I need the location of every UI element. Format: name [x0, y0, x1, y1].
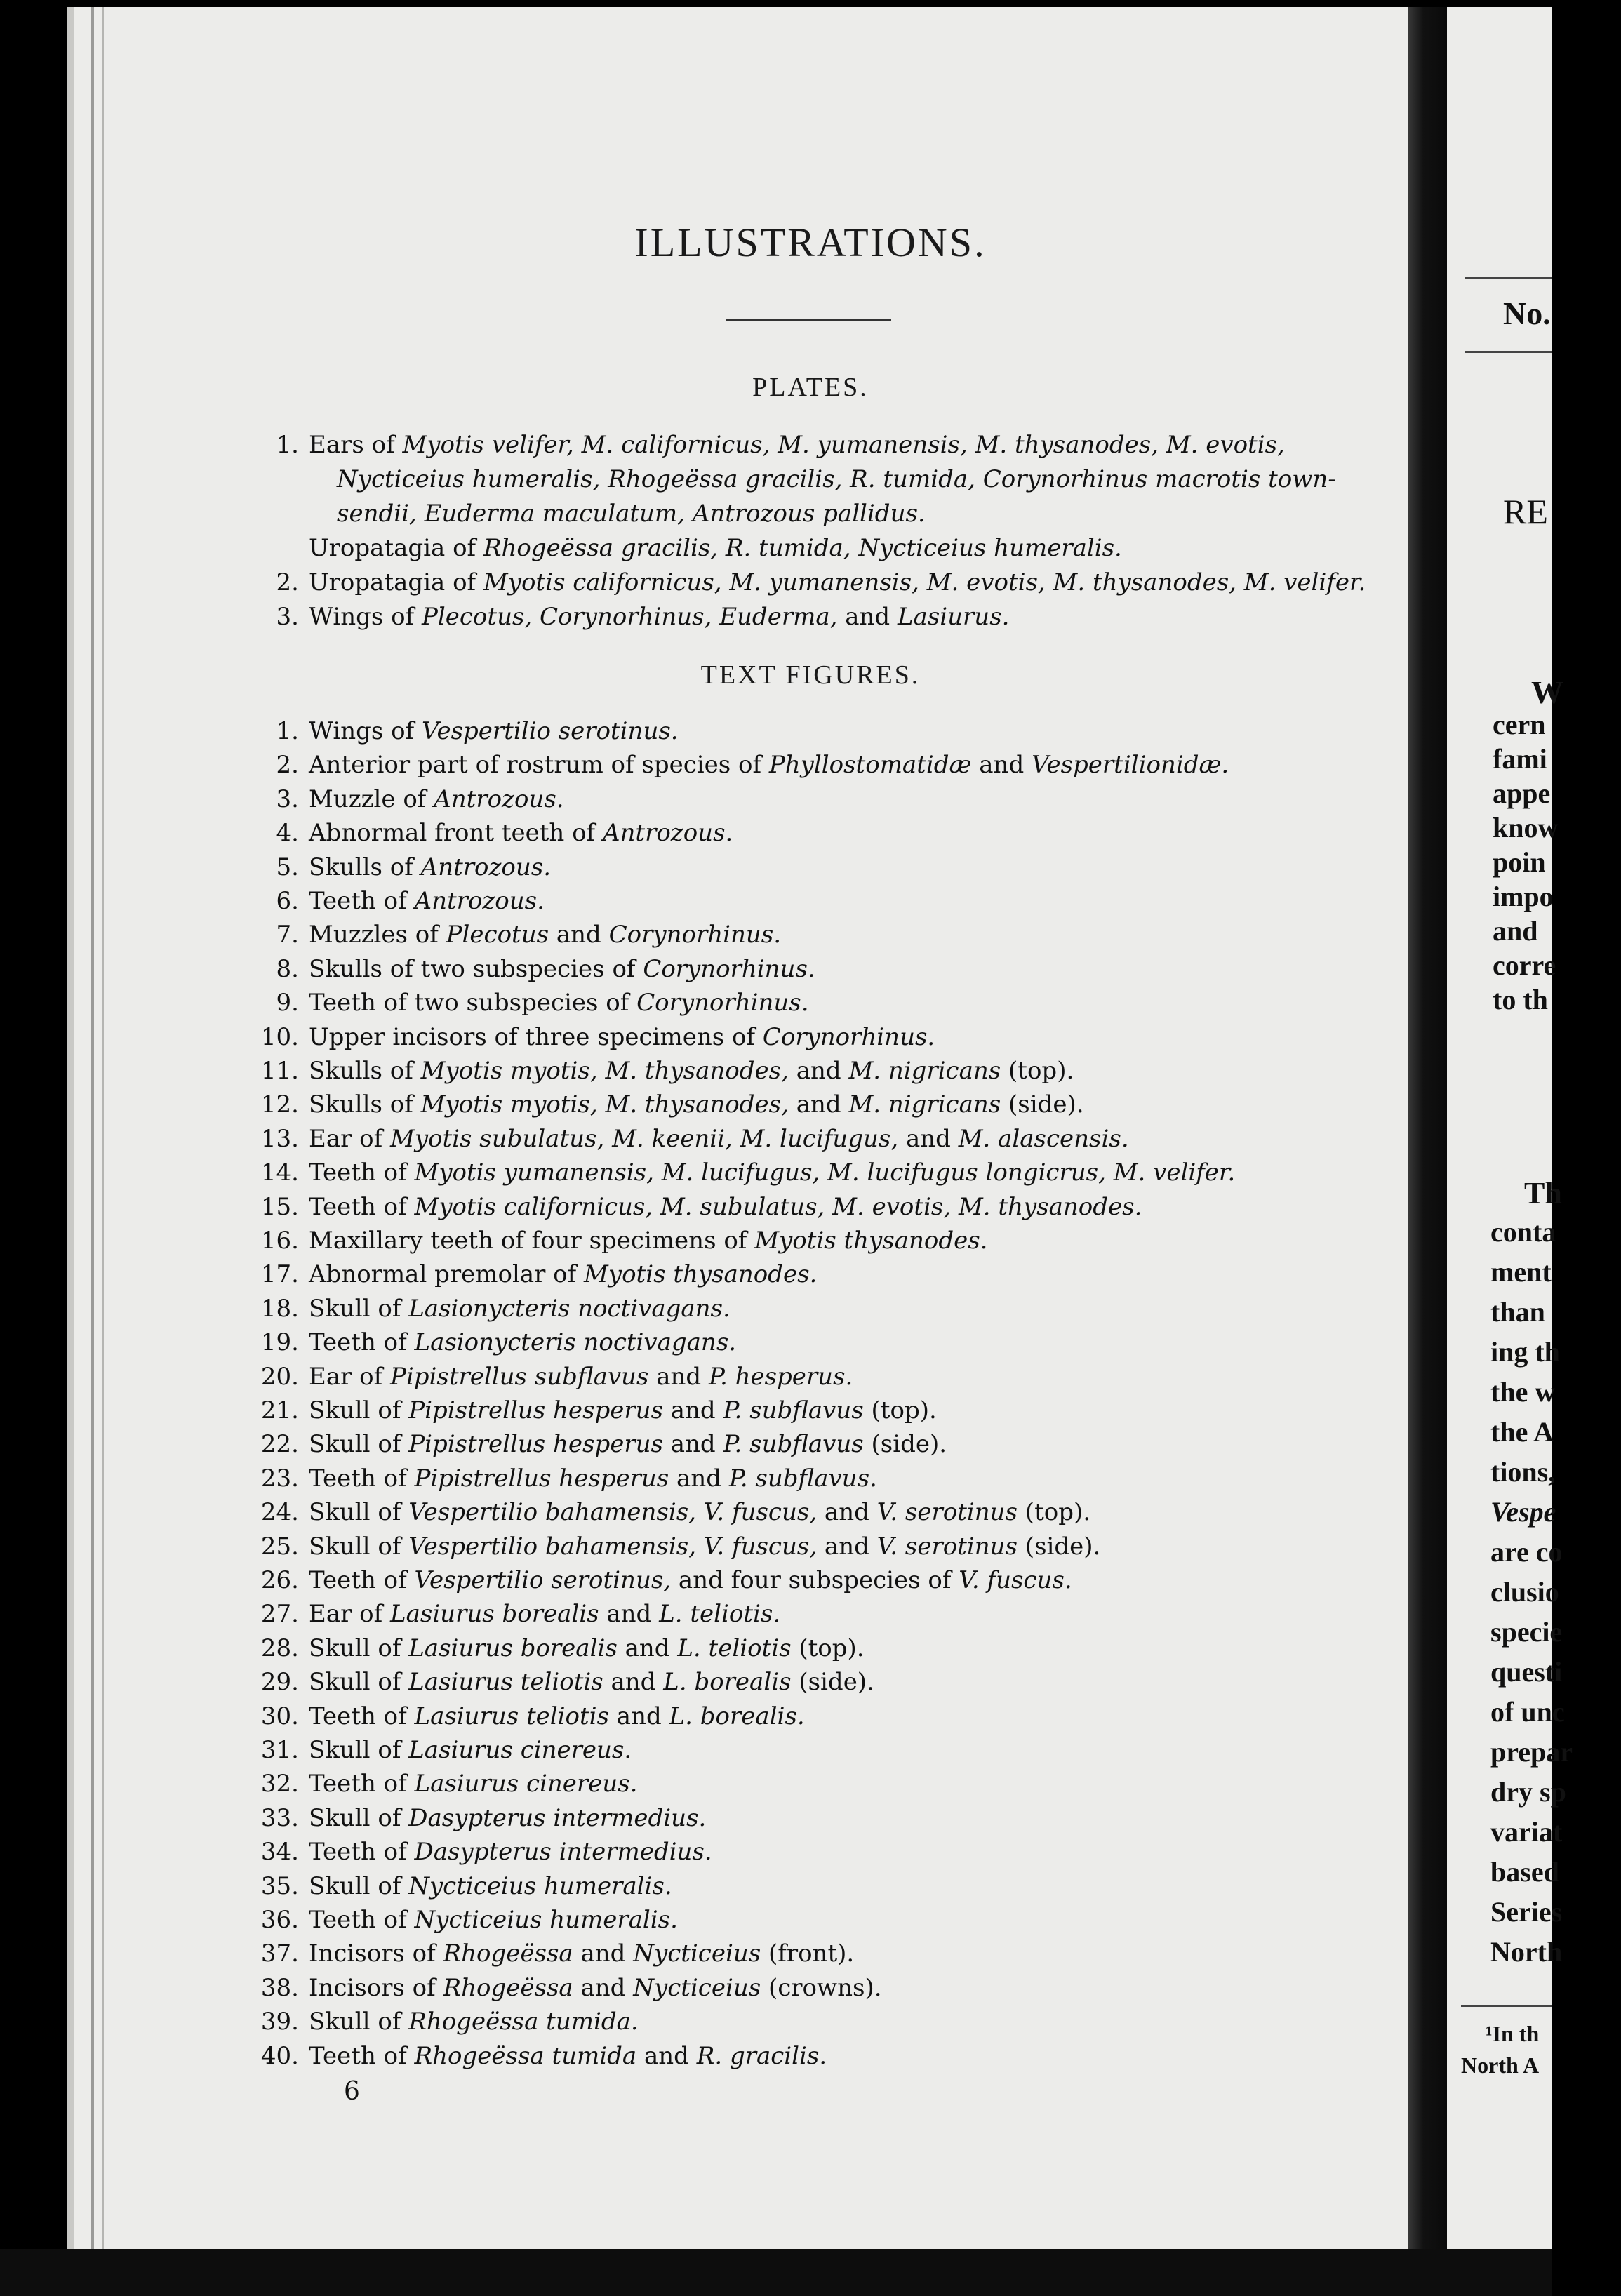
figure-number: 30.: [260, 1702, 299, 1730]
figure-number: 22.: [260, 1430, 299, 1459]
figure-number: 27.: [260, 1600, 299, 1629]
figure-number: 1.: [276, 717, 299, 745]
figure-entry: 13. Ear of Myotis subulatus, M. keenii, M. lucifugus, and M. alascensis.: [309, 1122, 1129, 1156]
figure-number: 12.: [260, 1090, 299, 1119]
right-page-text-line: to th: [1493, 984, 1548, 1015]
right-page-text-line: of unc: [1490, 1696, 1565, 1728]
right-page-text-line: based: [1490, 1856, 1559, 1888]
figure-entry: 39. Skull of Rhogeëssa tumida.: [309, 2005, 639, 2038]
book-gutter: [1408, 7, 1447, 2249]
figure-number: 15.: [260, 1192, 299, 1221]
figure-number: 10.: [260, 1022, 299, 1051]
figure-entry: 7. Muzzles of Plecotus and Corynorhinus.: [309, 918, 781, 952]
plate-number: 2.: [276, 568, 299, 596]
figure-entry: 36. Teeth of Nycticeius humeralis.: [309, 1903, 678, 1937]
figure-entry: 34. Teeth of Dasypterus intermedius.: [309, 1835, 712, 1869]
figure-entry: 21. Skull of Pipistrellus hesperus and P. subflavus (top).: [309, 1394, 937, 1427]
figure-entry: 3. Muzzle of Antrozous.: [309, 782, 564, 816]
plate-entry: 1. Ears of Myotis velifer, M. californicus, M. yumanensis, M. thysanodes, M. evotis,: [309, 428, 1285, 462]
figure-number: 9.: [276, 989, 299, 1017]
figures-heading: TEXT FIGURES.: [700, 660, 921, 690]
right-page-footnote: North A: [1461, 2053, 1540, 2078]
right-page-text-line: variat: [1490, 1816, 1563, 1848]
figure-number: 21.: [260, 1396, 299, 1424]
right-page-text-line: than: [1490, 1296, 1545, 1328]
figure-entry: 1. Wings of Vespertilio serotinus.: [309, 714, 679, 748]
right-page-text-line: know: [1493, 812, 1559, 843]
figure-entry: 18. Skull of Lasionycteris noctivagans.: [309, 1292, 731, 1326]
right-page-fragment: [1447, 7, 1573, 2249]
figure-entry: 35. Skull of Nycticeius humeralis.: [309, 1869, 672, 1903]
figure-number: 3.: [276, 785, 299, 813]
figure-number: 39.: [260, 2008, 299, 2036]
figure-entry: 23. Teeth of Pipistrellus hesperus and P. subflavus.: [309, 1462, 877, 1495]
right-page-text-line: fami: [1493, 743, 1547, 775]
figure-number: 23.: [260, 1464, 299, 1493]
figure-entry: 6. Teeth of Antrozous.: [309, 884, 545, 918]
right-page-text-line: conta: [1490, 1216, 1556, 1248]
figure-number: 31.: [260, 1736, 299, 1764]
figure-number: 5.: [276, 853, 299, 881]
right-page-text-line: North: [1490, 1936, 1563, 1968]
figure-number: 11.: [260, 1057, 299, 1085]
figure-number: 29.: [260, 1668, 299, 1697]
figure-number: 18.: [260, 1294, 299, 1323]
right-page-text-line: the w: [1490, 1376, 1556, 1408]
figure-number: 6.: [276, 887, 299, 915]
figure-entry: 20. Ear of Pipistrellus subflavus and P. hesperus.: [309, 1360, 853, 1394]
figure-entry: 15. Teeth of Myotis californicus, M. subulatus, M. evotis, M. thysanodes.: [309, 1190, 1142, 1224]
figure-entry: 9. Teeth of two subspecies of Corynorhinus.: [309, 986, 809, 1020]
figure-entry: 16. Maxillary teeth of four specimens of Myotis thysanodes.: [309, 1224, 987, 1257]
figure-entry: 10. Upper incisors of three specimens of Corynorhinus.: [309, 1020, 935, 1054]
right-page-text-line: are co: [1490, 1536, 1563, 1568]
figure-entry: 28. Skull of Lasiurus borealis and L. teliotis (top).: [309, 1631, 865, 1665]
figure-number: 19.: [260, 1328, 299, 1357]
right-page-text-line: corre: [1493, 949, 1556, 981]
right-page-text-line: W: [1531, 674, 1563, 710]
figure-number: 20.: [260, 1362, 299, 1391]
right-page-text-line: ment: [1490, 1256, 1552, 1288]
figure-entry: 11. Skulls of Myotis myotis, M. thysanodes, and M. nigricans (top).: [309, 1054, 1074, 1088]
figure-entry: 29. Skull of Lasiurus teliotis and L. borealis (side).: [309, 1665, 874, 1699]
page-title: ILLUSTRATIONS.: [634, 220, 987, 265]
figure-number: 40.: [260, 2041, 299, 2070]
plate-entry-continuation: Nycticeius humeralis, Rhogeëssa gracilis, R. tumida, Corynorhinus macrotis town-: [337, 465, 1336, 493]
right-page-text-line: tions,: [1490, 1456, 1556, 1488]
header-rule: [1465, 277, 1552, 279]
page-number: 6: [344, 2077, 360, 2106]
figure-number: 14.: [260, 1159, 299, 1187]
right-page-text-line: poin: [1493, 846, 1546, 878]
footnote-rule: [1461, 2005, 1552, 2007]
figure-entry: 37. Incisors of Rhogeëssa and Nycticeius (front).: [309, 1937, 854, 1970]
title-rule: [726, 319, 891, 321]
figure-entry: 30. Teeth of Lasiurus teliotis and L. borealis.: [309, 1700, 805, 1733]
plates-heading: PLATES.: [752, 373, 869, 402]
figure-number: 37.: [260, 1940, 299, 1968]
right-page-text-line: Th: [1524, 1176, 1562, 1210]
right-page-text-line: Series: [1490, 1896, 1563, 1928]
figure-entry: 25. Skull of Vespertilio bahamensis, V. fuscus, and V. serotinus (side).: [309, 1530, 1100, 1563]
right-page-header: No.: [1503, 295, 1551, 331]
right-page-text-line: and: [1493, 915, 1538, 947]
right-page-text-line: the A: [1490, 1416, 1554, 1448]
figure-entry: 27. Ear of Lasiurus borealis and L. teliotis.: [309, 1597, 780, 1631]
figure-number: 35.: [260, 1871, 299, 1900]
right-page-text-line: prepar: [1490, 1736, 1573, 1768]
figure-entry: 8. Skulls of two subspecies of Corynorhinus.: [309, 952, 815, 986]
right-page-text-line: cern: [1493, 709, 1546, 740]
right-page-title: RE: [1503, 492, 1548, 531]
header-rule: [1465, 351, 1552, 353]
figure-number: 17.: [260, 1260, 299, 1289]
figure-entry: 38. Incisors of Rhogeëssa and Nycticeius (crowns).: [309, 1971, 882, 2005]
figure-number: 34.: [260, 1838, 299, 1867]
right-page-text-line: questi: [1490, 1656, 1563, 1688]
figure-number: 32.: [260, 1770, 299, 1798]
figure-entry: 24. Skull of Vespertilio bahamensis, V. fuscus, and V. serotinus (top).: [309, 1495, 1090, 1529]
figure-entry: 4. Abnormal front teeth of Antrozous.: [309, 816, 733, 850]
figure-number: 8.: [276, 954, 299, 983]
figure-number: 36.: [260, 1906, 299, 1934]
scan-border: [0, 2249, 1552, 2296]
plate-number: 1.: [276, 431, 299, 459]
figure-entry: 17. Abnormal premolar of Myotis thysanodes.: [309, 1257, 817, 1291]
figure-number: 16.: [260, 1227, 299, 1255]
figure-number: 25.: [260, 1532, 299, 1561]
figure-entry: 31. Skull of Lasiurus cinereus.: [309, 1733, 632, 1767]
figure-number: 4.: [276, 819, 299, 848]
figure-entry: 14. Teeth of Myotis yumanensis, M. lucifugus, M. lucifugus longicrus, M. velifer.: [309, 1156, 1235, 1189]
figure-entry: 2. Anterior part of rostrum of species of Phyllostomatidæ and Vespertilionidæ.: [309, 748, 1229, 782]
figure-number: 28.: [260, 1634, 299, 1662]
right-page-text-line: ing th: [1490, 1336, 1560, 1368]
plate-number: 3.: [276, 603, 299, 631]
figure-entry: 26. Teeth of Vespertilio serotinus, and four subspecies of V. fuscus.: [309, 1563, 1072, 1597]
right-page-text-line: clusio: [1490, 1576, 1559, 1608]
right-page-text-line: Vespe: [1490, 1496, 1556, 1528]
figure-entry: 19. Teeth of Lasionycteris noctivagans.: [309, 1326, 736, 1359]
figure-entry: 12. Skulls of Myotis myotis, M. thysanodes, and M. nigricans (side).: [309, 1088, 1084, 1121]
figure-number: 13.: [260, 1124, 299, 1153]
figure-entry: 5. Skulls of Antrozous.: [309, 850, 551, 884]
plate-entry-continuation: sendii, Euderma maculatum, Antrozous pallidus.: [337, 500, 926, 528]
plate-entry: 2. Uropatagia of Myotis californicus, M. yumanensis, M. evotis, M. thysanodes, M. velifer.: [309, 566, 1366, 599]
right-page-text-line: appe: [1493, 777, 1551, 809]
figure-entry: 33. Skull of Dasypterus intermedius.: [309, 1801, 706, 1835]
figure-number: 33.: [260, 1803, 299, 1832]
right-page-footnote: ¹In th: [1486, 2021, 1540, 2046]
figure-number: 2.: [276, 751, 299, 780]
plate-entry-continuation: Uropatagia of Rhogeëssa gracilis, R. tumida, Nycticeius humeralis.: [309, 534, 1122, 562]
figure-number: 38.: [260, 1973, 299, 2002]
figure-number: 26.: [260, 1566, 299, 1594]
figure-entry: 40. Teeth of Rhogeëssa tumida and R. gracilis.: [309, 2039, 827, 2073]
right-page-text-line: impo: [1493, 881, 1554, 912]
page-edge-line: [102, 7, 104, 2249]
figure-number: 7.: [276, 921, 299, 949]
right-page-text-line: dry sp: [1490, 1776, 1566, 1808]
right-page-text-line: specie: [1490, 1616, 1563, 1648]
page-edge-line: [91, 7, 94, 2249]
plate-entry: 3. Wings of Plecotus, Corynorhinus, Euderma, and Lasiurus.: [309, 600, 1009, 634]
figure-entry: 32. Teeth of Lasiurus cinereus.: [309, 1767, 637, 1801]
figure-entry: 22. Skull of Pipistrellus hesperus and P. subflavus (side).: [309, 1427, 947, 1461]
figure-number: 24.: [260, 1498, 299, 1527]
